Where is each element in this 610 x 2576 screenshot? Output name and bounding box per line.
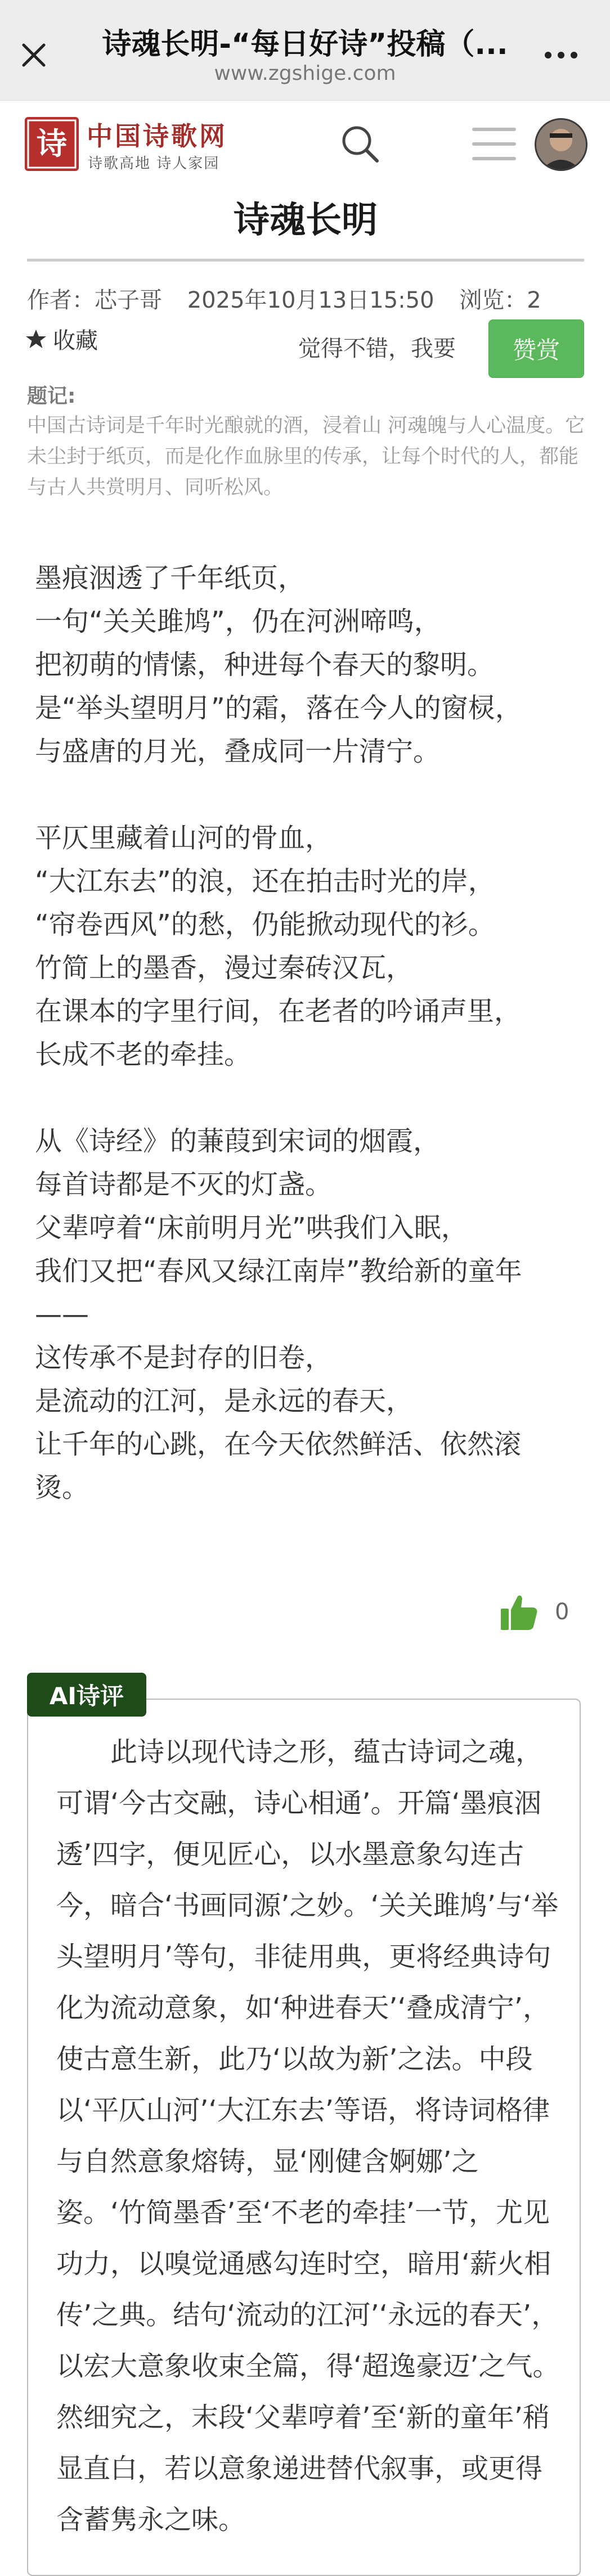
article-title: 诗魂长明 [234, 200, 378, 241]
poem-line: 我们又把“春风又绿江南岸”教给新的童年 [35, 1255, 522, 1287]
publish-date: 2025年10月13日15:50 [187, 287, 434, 313]
thumbs-up-icon [499, 1592, 539, 1632]
poem-line: 平仄里藏着山河的骨血， [35, 822, 333, 854]
poem-line: 在课本的字里行间，在老者的吟诵声里， [35, 996, 522, 1027]
like-button[interactable] [499, 1592, 569, 1632]
reward-button[interactable]: 赞赏 [488, 319, 584, 378]
poem-line: 这传承不是封存的旧卷， [35, 1342, 333, 1373]
logo-mark-text: 诗 [37, 125, 67, 161]
user-avatar[interactable] [535, 118, 587, 171]
star-icon [25, 328, 47, 350]
like-count: 0 [555, 1599, 569, 1625]
poem-line: 父辈哼着“床前明月光”哄我们入眠， [35, 1212, 468, 1244]
poem-line: 与盛唐的月光，叠成同一片清宁。 [35, 736, 441, 767]
poem-line: 从《诗经》的蒹葭到宋词的烟霞， [35, 1125, 441, 1157]
poem-line: —— [35, 1299, 89, 1330]
site-header [0, 100, 610, 190]
title-divider [27, 259, 584, 262]
search-icon[interactable] [338, 121, 383, 166]
poem-line: 让千年的心跳，在今天依然鲜活、依然滚烫。 [35, 1429, 522, 1503]
poem-line: 墨痕洇透了千年纸页， [35, 562, 306, 594]
browser-url: www.zgshige.com [214, 62, 396, 85]
site-tagline: 诗歌高地 诗人家园 [88, 155, 220, 172]
poem-line: 竹简上的墨香，漫过秦砖汉瓦， [35, 952, 414, 984]
poem-line: 一句“关关雎鸠”，仍在河洲啼鸣， [35, 606, 441, 637]
ai-review-text: 此诗以现代诗之形，蕴古诗词之魂，可谓‘今古交融，诗心相通’。开篇‘墨痕洇透’四字，便见匠心，以水墨意象勾连古今，暗合‘书画同源’之妙。‘关关雎鸠’与‘举头望明月’等句，非徒用典，更将经典诗句化为流动意象，如‘种进春天’‘叠成清宁’，使古意生新，此乃‘以故为新’之法。中段以‘平仄山河’‘大江东去’等语，将诗词格律与自然意象熔铸，显‘刚健含婀娜’之姿。‘竹简墨香’至‘不老的牵挂’一节，尤见功力，以嗅觉通感勾连时空，暗用‘薪火相传’之典。结句‘流动的江河’‘永远的春天’，以宏大意象收束全篇，得‘超逸豪迈’之气。然细究之，末段‘父辈哼着’至‘新的童年’稍显直白，若以意象递进替代叙事，或更得含蓄隽永之味。 [56, 1736, 560, 2536]
poem-line: 是流动的江河，是永远的春天， [35, 1385, 414, 1417]
stanza-break [35, 773, 569, 817]
poem-line: 每首诗都是不灭的灯盏。 [35, 1169, 333, 1200]
site-name[interactable]: 中国诗歌网 [87, 121, 227, 151]
reward-prompt: 觉得不错，我要 [298, 336, 456, 362]
ai-review-tag: AI诗评 [27, 1673, 146, 1717]
browser-page-title: 诗魂长明-“每日好诗”投稿（... [102, 28, 508, 61]
stanza-break [35, 1077, 569, 1120]
poem-body [35, 557, 569, 1510]
view-count: 浏览：2 [459, 287, 541, 313]
article-meta [27, 282, 584, 314]
more-icon[interactable] [541, 44, 581, 66]
intro-text: 中国古诗词是千年时光酿就的酒，浸着山 河魂魄与人心温度。它未尘封于纸页，而是化作血脉里的传承，让每个时代的人，都能与古人共赏明月、同听松风。 [27, 415, 585, 499]
poem-line: “大江东去”的浪，还在拍击时光的岸， [35, 866, 495, 897]
author-label[interactable]: 作者：芯子哥 [27, 287, 162, 313]
close-icon[interactable] [17, 38, 51, 72]
poem-line: “帘卷西风”的愁，仍能掀动现代的衫。 [35, 909, 495, 940]
favorite-label: 收藏 [53, 328, 98, 354]
site-logo-mark[interactable] [25, 117, 79, 171]
poem-line: 长成不老的牵挂。 [35, 1039, 252, 1070]
favorite-button[interactable] [25, 323, 98, 355]
menu-icon[interactable] [472, 124, 517, 164]
poem-line: 是“举头望明月”的霜，落在今人的窗棂， [35, 692, 522, 724]
intro-label: 题记: [27, 385, 76, 408]
poem-line: 把初萌的情愫，种进每个春天的黎明。 [35, 649, 495, 681]
browser-top-bar [0, 0, 610, 101]
